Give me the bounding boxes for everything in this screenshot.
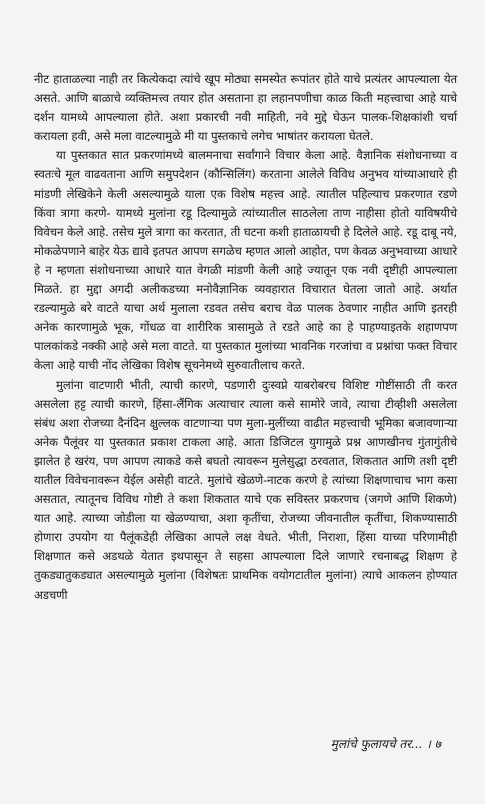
paragraph-2: या पुस्तकात सात प्रकरणांमध्ये बालमनाचा सर्वांगाने विचार केला आहे. वैज्ञानिक संशोधनाच्या व स्वतःचे मूल वाढवताना आणि समुपदेशन (कौन्सिलिंग) करताना आलेले विविध अनुभव यांच्याआधारे ही मांडणी लेखिकेने केली असल्यामुळे याला एक विशेष महत्त्व आहे. त्यातील पहिल्याच प्रकरणात रडणे किंवा त्रागा करणे- यामध्ये मुलांना रडू दिल्यामुळे त्यांच्यातील साठलेला ताण नाहीसा होतो याविषयीचे विवेचन केले आहे. तसेच मुले त्रागा का करतात, ती घटना कशी हाताळायची हे दिलेले आहे. रडू दाबू नये, मोकळेपणाने बाहेर येऊ द्यावे इतपत आपण सगळेच म्हणत आलो आहोत, पण केवळ अनुभवाच्या आधारे हे न म्हणता संशोधनाच्या आधारे यात वेगळी मांडणी केली आहे ज्यातून एक नवी दृष्टीही आपल्याला मिळते. हा मुद्दा अगदी अलीकडच्या मनोवैज्ञानिक व्यवहारात विचारात घेतला जातो आहे. अर्थात रडल्यामुळे बरे वाटते याचा अर्थ मुलाला रडवत तसेच बराच वेळ पालक ठेवणार नाहीत आणि इतरही अनेक कारणामुळे भूक, गोंधळ वा शारीरिक त्रासामुळे ते रडते आहे का हे पाहण्याइतके शहाणपण पालकांकडे नक्की आहे असे मला वाटते. या पुस्तकात मुलांच्या भावनिक गरजांचा व प्रश्नांचा फक्त विचार केला आहे याची नोंद लेखिका विशेष सूचनेमध्ये सुरुवातीलाच करते. (34, 148, 457, 373)
paragraph-1: नीट हाताळल्या नाही तर कित्येकदा त्यांचे खूप मोठ्या समस्येत रूपांतर होते याचे प्रत्यंतर आपल्याला येत असते. आणि बाळाचे व्यक्तिमत्त्व तयार होत असताना हा लहानपणीचा काळ किती महत्त्वाचा आहे याचे दर्शन यामध्ये आपल्याला होते. अशा प्रकारची नवी माहिती, नवे मुद्दे घेऊन पालक-शिक्षकांशी चर्चा करायला हवी, असे मला वाटल्यामुळे मी या पुस्तकाचे लगेच भाषांतर करायला घेतले. (34, 72, 457, 144)
paragraph-3: मुलांना वाटणारी भीती, त्याची कारणे, पडणारी दुःस्वप्ने याबरोबरच विशिष्ट गोष्टींसाठी ती करत असलेला हट्ट त्याची कारणे, हिंसा-लैंगिक अत्याचार त्याला कसे सामोरे जावे, त्याचा टीव्हीशी असलेला संबंध अशा रोजच्या दैनंदिन क्षुल्लक वाटणाऱ्या पण मुला-मुलींच्या वाढीत महत्त्वाची भूमिका बजावणाऱ्या अनेक पैलूंवर या पुस्तकात प्रकाश टाकला आहे. आता डिजिटल युगामुळे प्रश्न आणखीनच गुंतागुंतीचे झालेत हे खरंय, पण आपण त्याकडे कसे बघतो त्यावरून मुलेसुद्धा ठरवतात, शिकतात आणि तशी दृष्टी यातील विवेचनावरून येईल असेही वाटते. मुलांचे खेळणे-नाटक करणे हे त्यांच्या शिक्षणाचाच भाग कसा असतात, त्यातूनच विविध गोष्टी ते कशा शिकतात याचे एक सविस्तर प्रकरणच (जगणे आणि शिकणे) यात आहे. त्याच्या जोडीला या खेळण्याचा, अशा कृतींचा, रोजच्या जीवनातील कृतींचा, शिकण्यासाठी होणारा उपयोग या पैलूंकडेही लेखिका आपले लक्ष वेधते. भीती, निराशा, हिंसा याच्या परिणामीही शिक्षणात कसे अडथळे येतात इथपासून ते सहसा आपल्याला दिले जाणारे रचनाबद्ध शिक्षण हे तुकड्यातुकड्यात असल्यामुळे मुलांना (विशेषतः प्राथमिक वयोगटातील मुलांना) त्याचे आकलन होण्यात अडचणी (34, 377, 457, 602)
body-text (34, 70, 457, 605)
page-footer: मुलांचे फुलायचे तर... । ७ (330, 737, 441, 751)
